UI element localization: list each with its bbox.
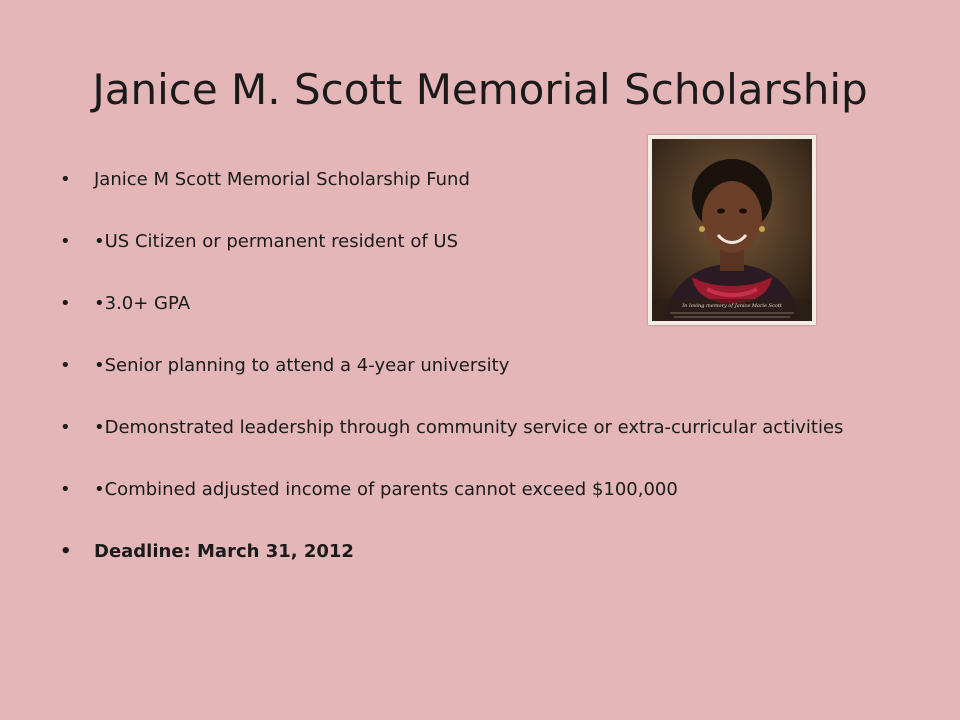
bullet-text: •Senior planning to attend a 4-year university bbox=[94, 355, 510, 376]
bullet-dot-icon: • bbox=[60, 355, 71, 376]
bullet-dot-icon: • bbox=[60, 541, 72, 562]
bullet-dot-icon: • bbox=[60, 479, 71, 500]
bullet-dot-icon: • bbox=[60, 417, 71, 438]
memorial-portrait bbox=[648, 135, 816, 325]
bullet-dot-icon: • bbox=[60, 231, 71, 252]
bullet-text: •Combined adjusted income of parents cannot exceed $100,000 bbox=[94, 479, 678, 500]
bullet-text: •3.0+ GPA bbox=[94, 293, 191, 314]
portrait-caption: In loving memory of Janice Marie Scott bbox=[682, 303, 782, 309]
slide-title: Janice M. Scott Memorial Scholarship bbox=[92, 65, 868, 114]
portrait-image bbox=[652, 139, 812, 321]
bullet-text: Deadline: March 31, 2012 bbox=[94, 541, 354, 562]
bullet-item-leadership bbox=[60, 416, 900, 440]
bullet-text: •US Citizen or permanent resident of US bbox=[94, 231, 458, 252]
bullet-dot-icon: • bbox=[60, 169, 71, 190]
bullet-dot-icon: • bbox=[60, 293, 71, 314]
bullet-item-senior bbox=[60, 354, 900, 378]
bullet-item-income bbox=[60, 478, 900, 502]
bullet-text: Janice M Scott Memorial Scholarship Fund bbox=[94, 169, 470, 190]
bullet-text: •Demonstrated leadership through community service or extra-curricular activities bbox=[94, 417, 844, 438]
bullet-item-deadline bbox=[60, 540, 900, 564]
